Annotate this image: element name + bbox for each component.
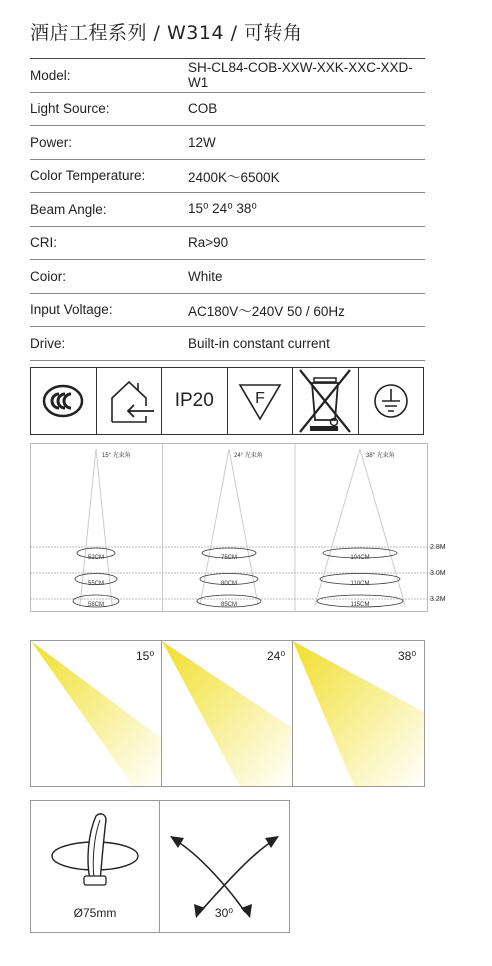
spec-row-beam-angle (30, 193, 425, 227)
spec-row-color-temperature (30, 160, 425, 194)
spec-row-model (30, 58, 425, 93)
spec-value: COB (188, 101, 218, 117)
spot-diameter: 115CM (350, 602, 370, 608)
spec-value: 12W (188, 134, 216, 150)
spot-diameter: 104CM (350, 555, 370, 561)
distance-label: 2.8M (430, 544, 446, 551)
downlight-icon (52, 814, 138, 885)
spec-label: Power: (30, 134, 73, 150)
spec-value: SH-CL84-COB-XXW-XXK-XXC-XXD-W1 (188, 60, 413, 91)
certification-icon-strip (30, 367, 424, 435)
tilt-angle-label: 30⁰ (214, 906, 234, 920)
beam-label-24: 24° 光束角 (234, 453, 263, 459)
angle-label-15: 15⁰ (136, 649, 155, 663)
spec-label: Coior: (30, 268, 67, 284)
spec-row-drive (30, 327, 425, 361)
mounting-diagram (30, 800, 292, 934)
spot-diameter: 75CM (220, 555, 238, 561)
f-mark-letter: F (254, 390, 265, 407)
spec-label: Input Voltage: (30, 302, 113, 318)
spot-diameter: 58CM (87, 602, 105, 608)
indoor-use-icon (97, 368, 163, 434)
beam-diagram (30, 443, 460, 613)
spec-label: Light Source: (30, 101, 110, 117)
spec-label: Drive: (30, 335, 66, 351)
f-mark-icon (228, 368, 294, 434)
spec-row-input-voltage (30, 294, 425, 328)
ccc-mark-icon (31, 368, 97, 434)
spec-label: Color Temperature: (30, 168, 146, 184)
spec-row-power (30, 126, 425, 160)
spot-diameter: 80CM (220, 581, 238, 587)
distance-label: 3.0M (430, 570, 446, 577)
spec-table (30, 58, 425, 361)
weee-crossed-bin-icon (293, 368, 359, 434)
beam-angle-illustrations (30, 640, 426, 788)
distance-label: 3.2M (430, 596, 446, 603)
spec-value: 2400K～6500K (188, 169, 280, 185)
spec-value: Built-in constant current (188, 335, 330, 351)
ip20-rating (162, 368, 228, 434)
angle-label-24: 24⁰ (267, 649, 286, 663)
cutout-size-label: Ø75mm (73, 906, 117, 920)
spot-diameter: 52CM (87, 555, 105, 561)
spec-label: Model: (30, 67, 71, 83)
spot-diameter: 110CM (350, 581, 370, 587)
spot-diameter: 55CM (87, 581, 105, 587)
ip-rating-label: IP20 (174, 390, 214, 411)
ground-earth-icon (359, 368, 424, 434)
spec-value: White (188, 268, 223, 284)
spec-row-light-source (30, 93, 425, 127)
spec-row-cri (30, 227, 425, 261)
spec-label: CRI: (30, 235, 57, 251)
angle-label-38: 38⁰ (398, 649, 417, 663)
spec-value: 15⁰ 24⁰ 38⁰ (188, 201, 257, 217)
spec-row-color (30, 260, 425, 294)
page-title: 酒店工程系列 / W314 / 可转角 (30, 22, 303, 44)
spec-value: AC180V～240V 50 / 60Hz (188, 303, 345, 319)
beam-label-15: 15° 光束角 (102, 453, 131, 459)
spec-value: Ra>90 (188, 235, 229, 251)
spot-diameter: 85CM (220, 602, 238, 608)
beam-label-38: 38° 光束角 (366, 453, 395, 459)
spec-label: Beam Angle: (30, 201, 107, 217)
